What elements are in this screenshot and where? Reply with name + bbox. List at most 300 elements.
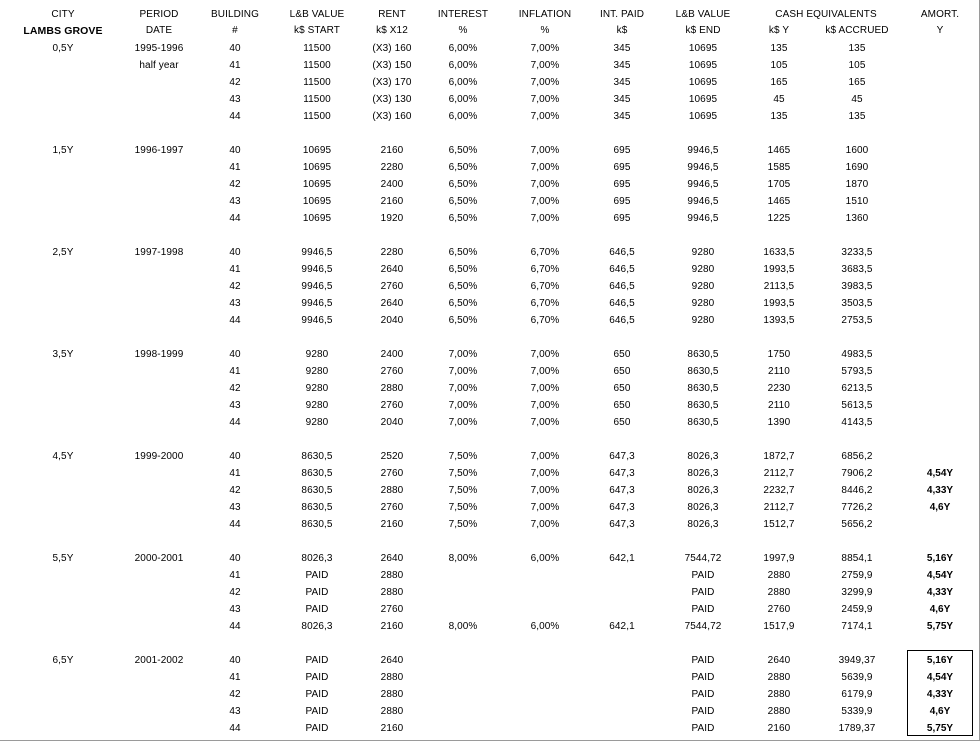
subheader-ks-end: k$ END [685, 25, 721, 36]
cell-rent: 2160 [380, 519, 404, 530]
cell-cash-accrued: 1360 [845, 213, 869, 224]
cell-lb-value-start: 9280 [305, 417, 329, 428]
cell-inflation: 7,00% [530, 417, 560, 428]
cell-inflation: 7,00% [530, 485, 560, 496]
cell-cash-year: 2880 [767, 672, 791, 683]
period-date: 1996-1997 [134, 145, 184, 156]
cell-building: 41 [229, 672, 241, 683]
cell-inflation: 7,00% [530, 383, 560, 394]
header-amort: AMORT. [920, 9, 960, 20]
year-label: 6,5Y [52, 655, 74, 666]
cell-int-paid: 647,3 [609, 519, 635, 530]
cell-cash-year: 2232,7 [763, 485, 795, 496]
cell-lb-value-end: 8026,3 [687, 485, 719, 496]
cell-interest: 8,00% [448, 621, 478, 632]
cell-interest: 7,50% [448, 502, 478, 513]
cell-cash-accrued: 1870 [845, 179, 869, 190]
period-date: 1998-1999 [134, 349, 184, 360]
cell-building: 42 [229, 689, 241, 700]
cell-inflation: 7,00% [530, 179, 560, 190]
cell-int-paid: 695 [613, 179, 631, 190]
cell-interest: 7,00% [448, 383, 478, 394]
cell-int-paid: 695 [613, 145, 631, 156]
cell-int-paid: 646,5 [609, 298, 635, 309]
cell-cash-accrued: 6179,9 [841, 689, 873, 700]
cell-cash-year: 1993,5 [763, 298, 795, 309]
cell-lb-value-end: 8630,5 [687, 383, 719, 394]
header-lb-value-start: L&B VALUE [289, 9, 345, 20]
cell-interest: 6,50% [448, 247, 478, 258]
cell-cash-accrued: 2759,9 [841, 570, 873, 581]
header-lb-value-end: L&B VALUE [675, 9, 731, 20]
cell-cash-accrued: 5793,5 [841, 366, 873, 377]
cell-amort: 4,6Y [929, 502, 951, 513]
cell-rent: 2880 [380, 672, 404, 683]
cell-cash-accrued: 1510 [845, 196, 869, 207]
cell-rent: 2280 [380, 162, 404, 173]
cell-cash-accrued: 165 [848, 77, 866, 88]
cell-lb-value-end: 9280 [691, 264, 715, 275]
cell-building: 44 [229, 213, 241, 224]
subheader-ks-accrued: k$ ACCRUED [825, 25, 889, 36]
cell-cash-year: 2760 [767, 604, 791, 615]
cell-cash-accrued: 7174,1 [841, 621, 873, 632]
cell-int-paid: 650 [613, 417, 631, 428]
cell-rent: 2880 [380, 383, 404, 394]
period-date: 1999-2000 [134, 451, 184, 462]
cell-lb-value-end: 8026,3 [687, 502, 719, 513]
cell-cash-year: 2160 [767, 723, 791, 734]
cell-interest: 6,00% [448, 60, 478, 71]
cell-inflation: 7,00% [530, 145, 560, 156]
cell-rent: 2880 [380, 485, 404, 496]
cell-inflation: 7,00% [530, 366, 560, 377]
cell-lb-value-end: 10695 [688, 77, 718, 88]
cell-cash-year: 1465 [767, 145, 791, 156]
cell-cash-accrued: 5339,9 [841, 706, 873, 717]
cell-building: 41 [229, 468, 241, 479]
cell-amort: 5,16Y [926, 655, 954, 666]
cell-cash-accrued: 6856,2 [841, 451, 873, 462]
cell-building: 41 [229, 60, 241, 71]
header-city: CITY [51, 9, 75, 20]
cell-lb-value-end: 8026,3 [687, 468, 719, 479]
cell-interest: 6,50% [448, 281, 478, 292]
cell-building: 43 [229, 400, 241, 411]
year-label: 3,5Y [52, 349, 74, 360]
cell-cash-accrued: 3949,37 [838, 655, 876, 666]
cell-building: 43 [229, 604, 241, 615]
cell-lb-value-end: PAID [691, 604, 715, 615]
cell-cash-year: 2880 [767, 587, 791, 598]
cell-rent: 2640 [380, 655, 404, 666]
cell-lb-value-end: PAID [691, 587, 715, 598]
cell-inflation: 7,00% [530, 349, 560, 360]
cell-cash-accrued: 3299,9 [841, 587, 873, 598]
cell-cash-year: 2880 [767, 689, 791, 700]
cell-interest: 8,00% [448, 553, 478, 564]
cell-cash-accrued: 135 [848, 111, 866, 122]
cell-lb-value-start: PAID [305, 706, 329, 717]
cell-lb-value-end: 9280 [691, 315, 715, 326]
cell-lb-value-start: 9280 [305, 349, 329, 360]
year-label: 4,5Y [52, 451, 74, 462]
cell-inflation: 7,00% [530, 519, 560, 530]
cell-cash-year: 45 [773, 94, 785, 105]
cell-inflation: 6,70% [530, 247, 560, 258]
cell-building: 42 [229, 485, 241, 496]
cell-rent: (X3) 150 [372, 60, 412, 71]
cell-cash-year: 1225 [767, 213, 791, 224]
cell-cash-year: 165 [770, 77, 788, 88]
cell-int-paid: 650 [613, 366, 631, 377]
cell-interest: 7,50% [448, 468, 478, 479]
cell-rent: 2160 [380, 621, 404, 632]
cell-int-paid: 345 [613, 43, 631, 54]
cell-cash-accrued: 1600 [845, 145, 869, 156]
cell-interest: 6,50% [448, 264, 478, 275]
cell-amort: 4,33Y [926, 485, 954, 496]
cell-rent: 2400 [380, 349, 404, 360]
cell-int-paid: 695 [613, 196, 631, 207]
cell-interest: 7,50% [448, 519, 478, 530]
cell-rent: 2400 [380, 179, 404, 190]
cell-lb-value-start: 9946,5 [301, 247, 333, 258]
cell-int-paid: 646,5 [609, 281, 635, 292]
cell-rent: 2760 [380, 281, 404, 292]
cell-interest: 6,50% [448, 162, 478, 173]
cell-amort: 4,33Y [926, 587, 954, 598]
cell-cash-accrued: 4143,5 [841, 417, 873, 428]
cell-inflation: 7,00% [530, 77, 560, 88]
cell-lb-value-start: PAID [305, 604, 329, 615]
cell-lb-value-end: 10695 [688, 94, 718, 105]
subheader-ks-y: k$ Y [768, 25, 790, 36]
cell-building: 42 [229, 281, 241, 292]
cell-building: 42 [229, 383, 241, 394]
cell-rent: 2160 [380, 723, 404, 734]
cell-inflation: 6,70% [530, 281, 560, 292]
cell-rent: 2880 [380, 570, 404, 581]
cell-building: 44 [229, 417, 241, 428]
cell-lb-value-start: 10695 [302, 145, 332, 156]
cell-rent: 2160 [380, 145, 404, 156]
cell-building: 43 [229, 94, 241, 105]
cell-rent: (X3) 160 [372, 43, 412, 54]
cell-int-paid: 650 [613, 400, 631, 411]
cell-interest: 6,50% [448, 298, 478, 309]
cell-interest: 6,50% [448, 179, 478, 190]
cell-rent: (X3) 170 [372, 77, 412, 88]
year-label: 1,5Y [52, 145, 74, 156]
cell-amort: 4,33Y [926, 689, 954, 700]
cell-rent: 2520 [380, 451, 404, 462]
cell-lb-value-end: PAID [691, 655, 715, 666]
cell-building: 40 [229, 247, 241, 258]
cell-rent: 2880 [380, 706, 404, 717]
year-label: 5,5Y [52, 553, 74, 564]
cell-cash-year: 2112,7 [763, 502, 795, 513]
cell-int-paid: 642,1 [609, 621, 635, 632]
year-label: 2,5Y [52, 247, 74, 258]
cell-lb-value-start: PAID [305, 672, 329, 683]
cell-lb-value-start: 9280 [305, 400, 329, 411]
cell-building: 44 [229, 621, 241, 632]
cell-lb-value-end: 9946,5 [687, 179, 719, 190]
cell-lb-value-start: 11500 [303, 111, 331, 122]
cell-lb-value-start: 10695 [302, 213, 332, 224]
cell-interest: 7,00% [448, 400, 478, 411]
cell-inflation: 7,00% [530, 43, 560, 54]
cell-building: 44 [229, 111, 241, 122]
cell-cash-year: 1390 [767, 417, 791, 428]
cell-lb-value-start: 8630,5 [301, 451, 333, 462]
subheader-number: # [232, 25, 238, 36]
cell-inflation: 7,00% [530, 468, 560, 479]
period-date: 1995-1996 [134, 43, 184, 54]
cell-building: 43 [229, 502, 241, 513]
cell-lb-value-end: 9946,5 [687, 196, 719, 207]
cell-lb-value-end: 10695 [688, 43, 718, 54]
cell-amort: 4,6Y [929, 604, 951, 615]
cell-interest: 6,00% [448, 43, 478, 54]
cell-lb-value-end: 8026,3 [687, 451, 719, 462]
cell-lb-value-end: 9280 [691, 298, 715, 309]
cell-building: 43 [229, 298, 241, 309]
subheader-date: DATE [145, 25, 173, 36]
cell-inflation: 6,70% [530, 264, 560, 275]
cell-cash-accrued: 5613,5 [841, 400, 873, 411]
cell-lb-value-end: PAID [691, 689, 715, 700]
cell-inflation: 7,00% [530, 502, 560, 513]
cell-rent: 2880 [380, 689, 404, 700]
cell-lb-value-start: 9280 [305, 383, 329, 394]
cell-cash-accrued: 1789,37 [838, 723, 876, 734]
cell-cash-year: 2880 [767, 570, 791, 581]
cell-lb-value-end: 7544,72 [684, 621, 722, 632]
cell-cash-accrued: 3503,5 [841, 298, 873, 309]
cell-cash-year: 2880 [767, 706, 791, 717]
cell-lb-value-end: PAID [691, 723, 715, 734]
period-date: 1997-1998 [134, 247, 184, 258]
period-date: 2001-2002 [134, 655, 184, 666]
cell-rent: 2280 [380, 247, 404, 258]
cell-interest: 7,00% [448, 349, 478, 360]
cell-lb-value-end: PAID [691, 570, 715, 581]
cell-lb-value-end: 10695 [688, 111, 718, 122]
cell-cash-accrued: 1690 [845, 162, 869, 173]
cell-cash-year: 1993,5 [763, 264, 795, 275]
cell-int-paid: 345 [613, 60, 631, 71]
cell-lb-value-end: 10695 [688, 60, 718, 71]
cell-cash-year: 1997,9 [763, 553, 795, 564]
cell-cash-accrued: 8446,2 [841, 485, 873, 496]
header-period: PERIOD [139, 9, 179, 20]
cell-cash-year: 1393,5 [763, 315, 795, 326]
cell-lb-value-start: 9946,5 [301, 298, 333, 309]
cell-lb-value-start: 10695 [302, 162, 332, 173]
cell-inflation: 7,00% [530, 400, 560, 411]
cell-lb-value-start: 8630,5 [301, 468, 333, 479]
header-interest: INTEREST [437, 9, 489, 20]
cell-lb-value-start: PAID [305, 587, 329, 598]
cell-lb-value-start: 9946,5 [301, 264, 333, 275]
subheader-interest-pct: % [458, 25, 468, 36]
cell-lb-value-start: 10695 [302, 196, 332, 207]
cell-rent: 2760 [380, 366, 404, 377]
cell-cash-accrued: 5656,2 [841, 519, 873, 530]
cell-cash-year: 2110 [768, 400, 790, 411]
cell-building: 40 [229, 43, 241, 54]
cell-lb-value-start: 10695 [302, 179, 332, 190]
cell-int-paid: 647,3 [609, 502, 635, 513]
cell-cash-accrued: 3233,5 [841, 247, 873, 258]
cell-cash-year: 1465 [767, 196, 791, 207]
cell-cash-year: 1517,9 [763, 621, 795, 632]
cell-inflation: 6,00% [530, 553, 560, 564]
cell-amort: 5,75Y [926, 723, 954, 734]
cell-lb-value-start: 8630,5 [301, 502, 333, 513]
cell-lb-value-end: PAID [691, 706, 715, 717]
cell-int-paid: 647,3 [609, 485, 635, 496]
cell-cash-year: 2113,5 [763, 281, 795, 292]
cell-amort: 4,6Y [929, 706, 951, 717]
cell-cash-year: 135 [770, 43, 788, 54]
cell-interest: 6,50% [448, 315, 478, 326]
cell-lb-value-end: 9280 [691, 281, 715, 292]
cell-int-paid: 646,5 [609, 264, 635, 275]
cell-lb-value-end: 9946,5 [687, 213, 719, 224]
cell-inflation: 7,00% [530, 94, 560, 105]
cell-int-paid: 695 [613, 162, 631, 173]
cell-amort: 5,75Y [926, 621, 954, 632]
year-label: 0,5Y [52, 43, 74, 54]
cell-interest: 7,50% [448, 451, 478, 462]
cell-cash-year: 1512,7 [763, 519, 795, 530]
header-rent: RENT [378, 9, 406, 20]
cell-int-paid: 345 [613, 111, 631, 122]
cell-rent: 2760 [380, 502, 404, 513]
cell-rent: 2160 [380, 196, 404, 207]
cell-cash-accrued: 3683,5 [841, 264, 873, 275]
cell-cash-accrued: 5639,9 [841, 672, 873, 683]
cell-lb-value-start: PAID [305, 570, 329, 581]
cell-cash-accrued: 6213,5 [841, 383, 873, 394]
cell-int-paid: 647,3 [609, 468, 635, 479]
subheader-y: Y [936, 25, 944, 36]
header-building: BUILDING [210, 9, 260, 20]
cell-lb-value-start: 8630,5 [301, 519, 333, 530]
cell-cash-year: 1750 [767, 349, 791, 360]
cell-cash-year: 1705 [767, 179, 791, 190]
cell-cash-year: 2110 [768, 366, 790, 377]
cell-lb-value-end: 9946,5 [687, 145, 719, 156]
cell-lb-value-start: PAID [305, 723, 329, 734]
period-note: half year [139, 60, 179, 71]
cell-rent: (X3) 160 [372, 111, 412, 122]
subheader-ks-start: k$ START [294, 25, 340, 36]
cell-building: 44 [229, 723, 241, 734]
cell-rent: 2760 [380, 604, 404, 615]
cell-int-paid: 650 [613, 383, 631, 394]
cell-rent: 2880 [380, 587, 404, 598]
subheader-ks-x12: k$ X12 [376, 25, 408, 36]
cell-cash-year: 2640 [767, 655, 791, 666]
cell-rent: 2040 [380, 417, 404, 428]
cell-cash-year: 1633,5 [763, 247, 795, 258]
cell-int-paid: 646,5 [609, 247, 635, 258]
cell-interest: 6,00% [448, 94, 478, 105]
cell-amort: 4,54Y [926, 672, 954, 683]
cell-building: 40 [229, 655, 241, 666]
cell-int-paid: 646,5 [609, 315, 635, 326]
cell-cash-accrued: 4983,5 [841, 349, 873, 360]
cell-building: 41 [229, 162, 241, 173]
cell-building: 41 [229, 264, 241, 275]
cell-int-paid: 695 [613, 213, 631, 224]
cell-int-paid: 345 [613, 94, 631, 105]
cell-lb-value-start: PAID [305, 689, 329, 700]
cell-cash-year: 135 [770, 111, 788, 122]
cell-lb-value-end: 7544,72 [684, 553, 722, 564]
cell-inflation: 7,00% [530, 451, 560, 462]
cell-lb-value-end: 8630,5 [687, 366, 719, 377]
cell-building: 42 [229, 587, 241, 598]
cell-lb-value-start: 8026,3 [301, 553, 333, 564]
cell-lb-value-end: 9946,5 [687, 162, 719, 173]
period-date: 2000-2001 [134, 553, 184, 564]
cell-cash-accrued: 3983,5 [841, 281, 873, 292]
cell-inflation: 7,00% [530, 213, 560, 224]
cell-inflation: 7,00% [530, 60, 560, 71]
cell-building: 40 [229, 145, 241, 156]
cell-inflation: 7,00% [530, 162, 560, 173]
cell-interest: 6,50% [448, 196, 478, 207]
cell-amort: 5,16Y [926, 553, 954, 564]
cell-building: 42 [229, 77, 241, 88]
cell-inflation: 6,70% [530, 315, 560, 326]
cell-lb-value-start: 9946,5 [301, 281, 333, 292]
cell-building: 44 [229, 315, 241, 326]
cell-lb-value-end: 8026,3 [687, 519, 719, 530]
header-cash-equivalents: CASH EQUIVALENTS [775, 9, 877, 20]
cell-building: 41 [229, 366, 241, 377]
cell-building: 40 [229, 451, 241, 462]
cell-lb-value-end: PAID [691, 672, 715, 683]
subheader-city-name: LAMBS GROVE [23, 25, 103, 37]
subheader-int-paid-ks: k$ [616, 25, 628, 36]
cell-int-paid: 647,3 [609, 451, 635, 462]
subheader-inflation-pct: % [540, 25, 550, 36]
cell-interest: 7,00% [448, 366, 478, 377]
cell-lb-value-end: 8630,5 [687, 400, 719, 411]
cell-lb-value-start: 11500 [303, 94, 331, 105]
cell-rent: 2760 [380, 468, 404, 479]
header-inflation: INFLATION [518, 9, 572, 20]
cell-rent: 2640 [380, 264, 404, 275]
cell-rent: 2640 [380, 298, 404, 309]
cell-lb-value-start: 8026,3 [301, 621, 333, 632]
cell-lb-value-start: 11500 [303, 60, 331, 71]
cell-cash-accrued: 45 [851, 94, 863, 105]
cell-building: 40 [229, 349, 241, 360]
cell-lb-value-end: 9280 [691, 247, 715, 258]
cell-interest: 6,00% [448, 111, 478, 122]
cell-inflation: 7,00% [530, 111, 560, 122]
cell-int-paid: 345 [613, 77, 631, 88]
cell-rent: 2640 [380, 553, 404, 564]
cell-interest: 7,50% [448, 485, 478, 496]
